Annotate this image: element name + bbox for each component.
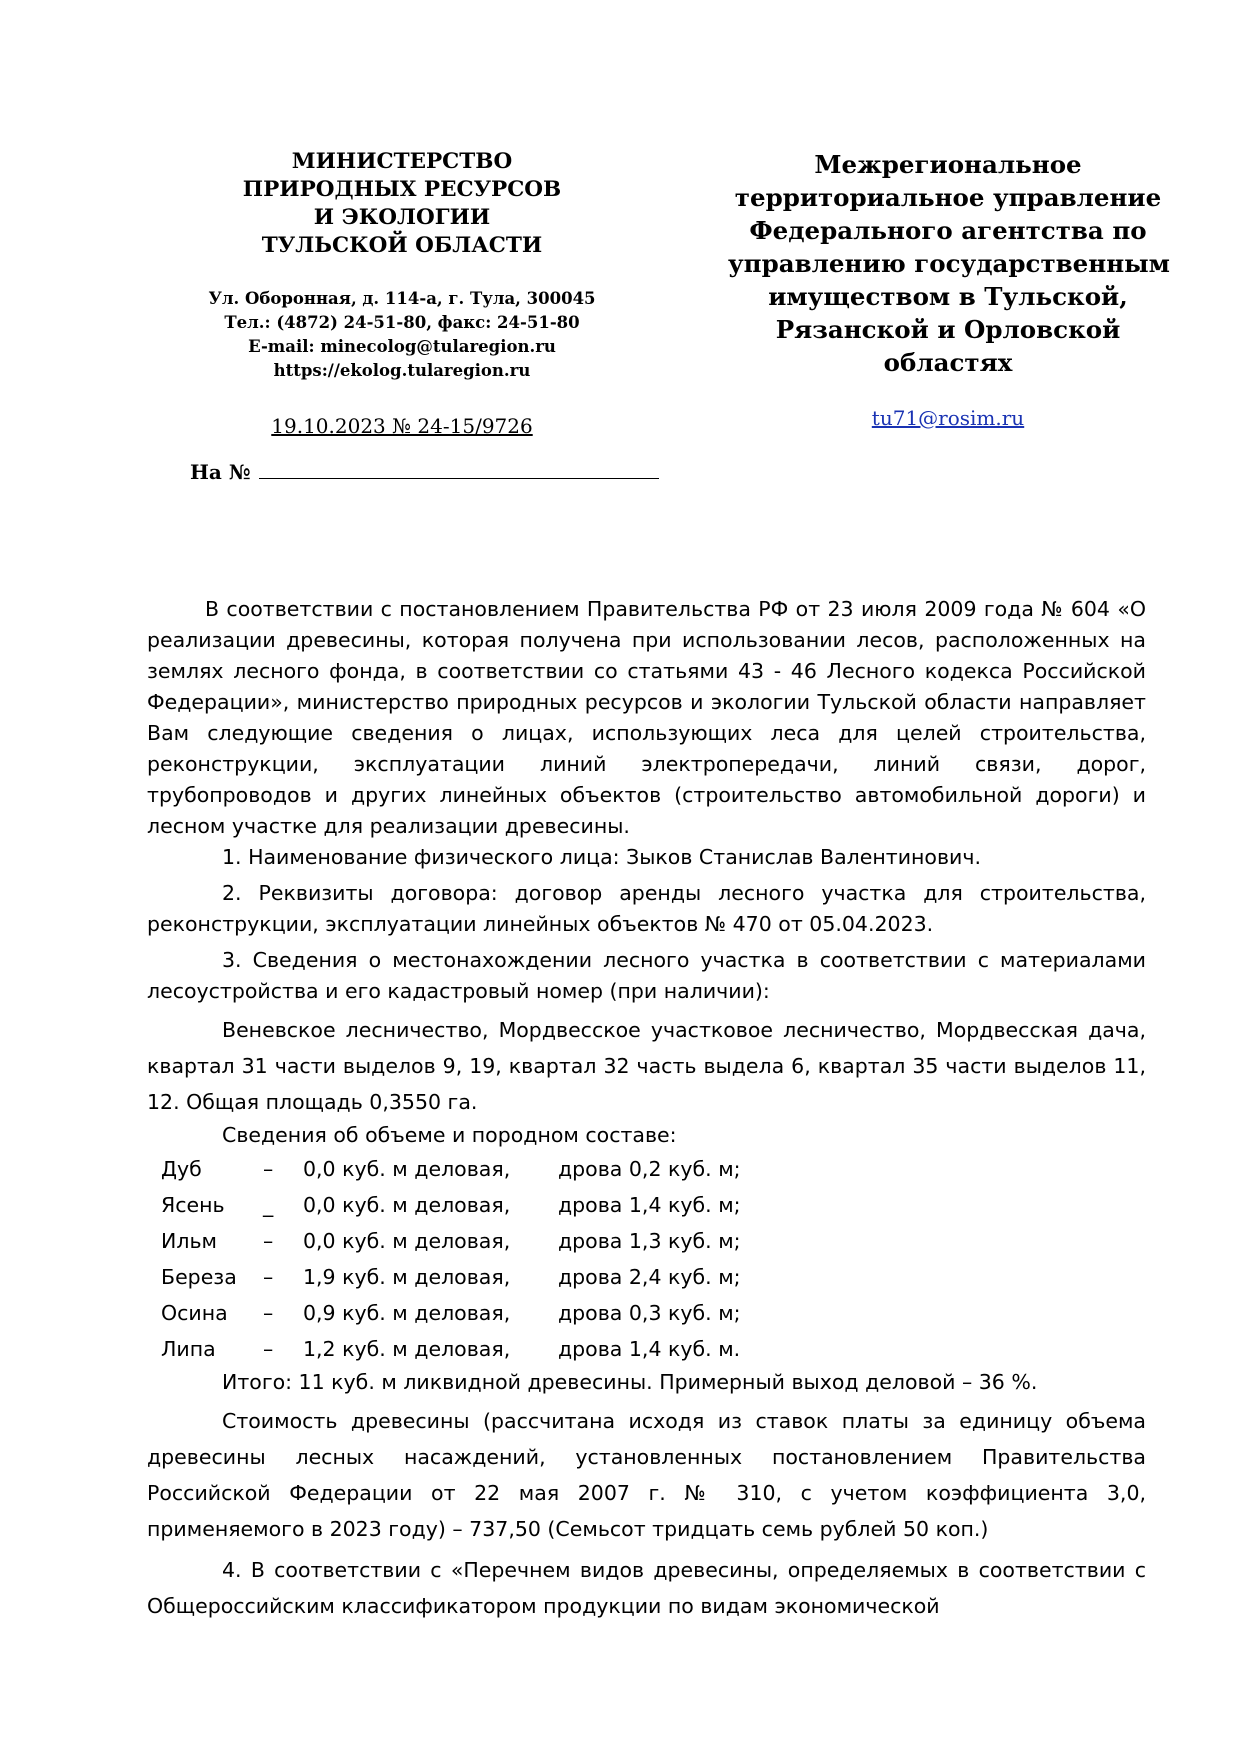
wood-row (147, 1187, 1146, 1223)
outgoing-date-number: 19.10.2023 № 24-15/9726 (271, 414, 533, 438)
recipient-email-link[interactable]: tu71@rosim.ru (871, 406, 1025, 430)
recipient-line: Межрегиональное (814, 150, 1082, 179)
wood-fuel: дрова 1,4 куб. м. (558, 1337, 741, 1361)
wood-species: Липа (161, 1337, 216, 1361)
sender-website: https://ekolog.tularegion.ru (273, 361, 531, 380)
wood-species: Береза (161, 1265, 237, 1289)
cost-paragraph: Стоимость древесины (рассчитана исходя из ставок платы за единицу объема древесины лесных насаждений, установленных постановлением Правительства Российской Федерации от 22 мая 2007 г. № 310, с учетом коэффициента 3,0, применяемого в 2023 году) – 737,50 (Семьсот тридцать семь рублей 50 коп.) (147, 1409, 1146, 1541)
wood-fuel: дрова 0,2 куб. м; (558, 1157, 741, 1181)
wood-species: Осина (161, 1301, 228, 1325)
wood-business: 0,0 куб. м деловая, (303, 1157, 511, 1181)
total-line: Итого: 11 куб. м ликвидной древесины. Примерный выход деловой – 36 %. (222, 1370, 1038, 1394)
recipient-line: имуществом в Тульской, (768, 282, 1128, 311)
wood-dash: – (263, 1157, 274, 1181)
wood-species: Ясень (161, 1193, 225, 1217)
recipient-line: областях (883, 348, 1013, 377)
reference-line (190, 458, 659, 485)
wood-row (147, 1151, 1146, 1187)
wood-dash: – (263, 1229, 274, 1253)
item-3: 3. Сведения о местонахождении лесного участка в соответствии с материалами лесоустройства и его кадастровый номер (при наличии): (147, 948, 1146, 1003)
wood-business: 1,9 куб. м деловая, (303, 1265, 511, 1289)
recipient-line: Рязанской и Орловской (775, 315, 1121, 344)
item-4: 4. В соответствии с «Перечнем видов древесины, определяемых в соответствии с Общероссийским классификатором продукции по видам экономической (147, 1558, 1146, 1618)
wood-business: 0,0 куб. м деловая, (303, 1229, 511, 1253)
reference-label: На № (190, 460, 251, 484)
recipient-line: Федерального агентства по (749, 216, 1147, 245)
sender-email: E-mail: minecolog@tularegion.ru (248, 337, 556, 356)
outgoing-number (200, 413, 604, 439)
recipient-name (728, 148, 1168, 379)
sender-phone: Тел.: (4872) 24-51-80, факс: 24-51-80 (224, 313, 580, 332)
volume-heading: Сведения об объеме и породном составе: (222, 1123, 677, 1147)
sender-contacts (200, 287, 604, 383)
wood-fuel: дрова 2,4 куб. м; (558, 1265, 741, 1289)
wood-fuel: дрова 1,3 куб. м; (558, 1229, 741, 1253)
wood-dash: _ (263, 1193, 274, 1217)
intro-paragraph: В соответствии с постановлением Правительства РФ от 23 июля 2009 года № 604 «О реализации древесины, которая получена при использовании лесов, расположенных на землях лесного фонда, в соответствии со статьями 43 - 46 Лесного кодекса Российской Федерации», министерство природных ресурсов и экологии Тульской области направляет Вам следующие сведения о лицах, использующих леса для целей строительства, реконструкции, эксплуатации линий электропередачи, линий связи, дорог, трубопроводов и других линейных объектов (строительство автомобильной дороги) и лесном участке для реализации древесины. (147, 597, 1146, 838)
wood-business: 1,2 куб. м деловая, (303, 1337, 511, 1361)
wood-dash: – (263, 1301, 274, 1325)
item-1: 1. Наименование физического лица: Зыков Станислав Валентинович. (222, 845, 982, 869)
wood-species: Дуб (161, 1157, 202, 1181)
ministry-name (200, 148, 604, 260)
letter-body (147, 594, 1146, 1624)
sender-block (200, 148, 604, 439)
ministry-line: ПРИРОДНЫХ РЕСУРСОВ (242, 177, 562, 202)
wood-fuel: дрова 1,4 куб. м; (558, 1193, 741, 1217)
recipient-line: территориальное управление (734, 183, 1162, 212)
wood-row (147, 1223, 1146, 1259)
wood-fuel: дрова 0,3 куб. м; (558, 1301, 741, 1325)
reference-blank (259, 458, 659, 479)
wood-row (147, 1331, 1146, 1367)
recipient-block (728, 148, 1168, 431)
sender-address: Ул. Оборонная, д. 114-а, г. Тула, 300045 (208, 289, 596, 308)
wood-species: Ильм (161, 1229, 217, 1253)
location-paragraph: Веневское лесничество, Мордвесское участковое лесничество, Мордвесская дача, квартал 31 части выделов 9, 19, квартал 32 часть выдела 6, квартал 35 части выделов 11, 12. Общая площадь 0,3550 га. (147, 1018, 1146, 1114)
wood-row (147, 1295, 1146, 1331)
ministry-line: МИНИСТЕРСТВО (291, 149, 513, 174)
ministry-line: И ЭКОЛОГИИ (313, 205, 491, 230)
wood-business: 0,0 куб. м деловая, (303, 1193, 511, 1217)
wood-dash: – (263, 1265, 274, 1289)
item-2: 2. Реквизиты договора: договор аренды лесного участка для строительства, реконструкции, эксплуатации линейных объектов № 470 от 05.04.2023. (147, 881, 1146, 936)
wood-row (147, 1259, 1146, 1295)
wood-dash: – (263, 1337, 274, 1361)
ministry-line: ТУЛЬСКОЙ ОБЛАСТИ (261, 233, 543, 258)
wood-volume-table (147, 1151, 1146, 1367)
wood-business: 0,9 куб. м деловая, (303, 1301, 511, 1325)
recipient-line: управлению государственным (728, 249, 1170, 278)
